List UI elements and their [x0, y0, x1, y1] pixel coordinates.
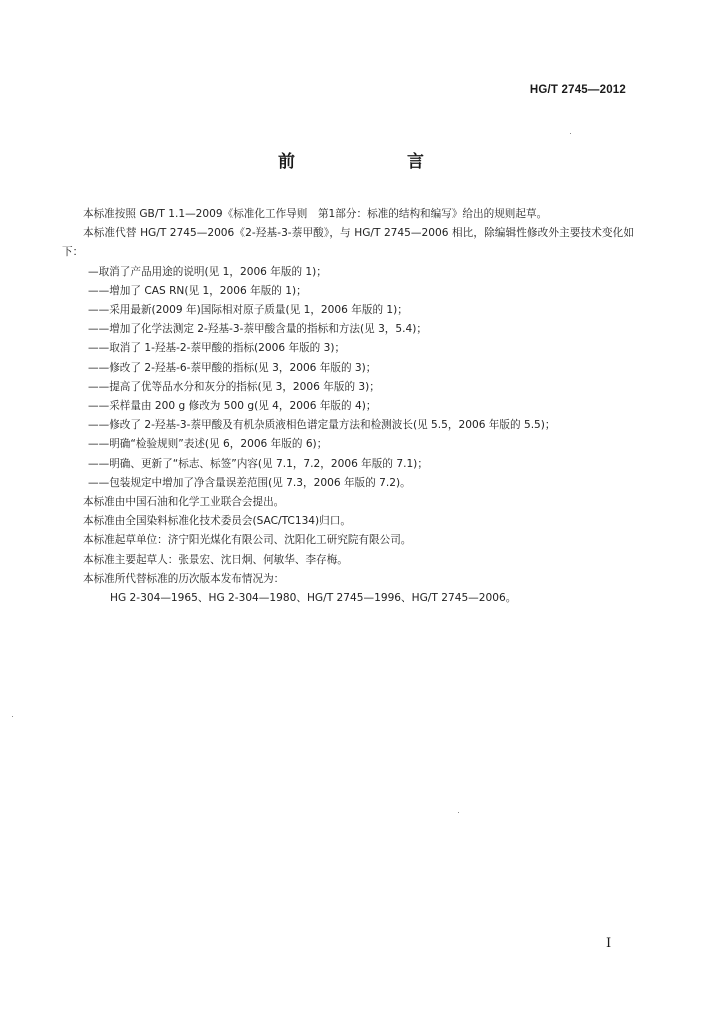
list-item: ——取消了 1-羟基-2-萘甲酸的指标(2006 年版的 3)；: [88, 342, 346, 355]
page-number: I: [606, 936, 612, 951]
scan-speck: [458, 812, 459, 813]
foreword-body: [62, 205, 634, 608]
replacement-paragraph: 本标准代替 HG/T 2745—2006《2-羟基-3-萘甲酸》，与 HG/T 2745—2006 相比，除编辑性修改外主要技术变化如下：: [62, 227, 634, 259]
list-item: ——修改了 2-羟基-3-萘甲酸及有机杂质液相色谱定量方法和检测波长(见 5.5，2006 年版的 5.5)；: [88, 419, 556, 432]
proposer-note: 本标准由中国石油和化学工业联合会提出。: [83, 496, 285, 509]
section-title: 前 言: [278, 152, 450, 172]
list-item: ——增加了 CAS RN(见 1，2006 年版的 1)；: [88, 284, 307, 297]
changes-list: [62, 263, 634, 493]
drafting-units-note: 本标准起草单位：济宁阳光煤化有限公司、沈阳化工研究院有限公司。: [83, 534, 412, 547]
list-item: ——包装规定中增加了净含量误差范围(见 7.3，2006 年版的 7.2)。: [88, 476, 411, 489]
version-history: HG 2-304—1965、HG 2-304—1980、HG/T 2745—1996、HG/T 2745—2006。: [110, 592, 517, 605]
list-item: ——提高了优等品水分和灰分的指标(见 3，2006 年版的 3)；: [88, 380, 380, 393]
list-item: ——采用最新(2009 年)国际相对原子质量(见 1，2006 年版的 1)；: [88, 304, 408, 317]
list-item: ——修改了 2-羟基-6-萘甲酸的指标(见 3，2006 年版的 3)；: [88, 361, 377, 374]
list-item: —取消了产品用途的说明(见 1，2006 年版的 1)；: [88, 265, 327, 278]
drafting-rule-paragraph: 本标准按照 GB/T 1.1—2009《标准化工作导则 第1部分：标准的结构和编写》给出的规则起草。: [83, 208, 548, 220]
scan-speck: [570, 133, 571, 134]
drafters-note: 本标准主要起草人：张景宏、沈日炯、何敏华、李存梅。: [83, 553, 348, 566]
list-item: ——明确、更新了“标志、标签”内容(见 7.1，7.2，2006 年版的 7.1)；: [88, 457, 428, 470]
committee-note: 本标准由全国染料标准化技术委员会(SAC/TC134)归口。: [83, 515, 351, 528]
history-intro-note: 本标准所代替标准的历次版本发布情况为：: [83, 572, 285, 585]
list-item: ——增加了化学法测定 2-羟基-3-萘甲酸含量的指标和方法(见 3，5.4)；: [88, 323, 427, 336]
list-item: ——采样量由 200 g 修改为 500 g(见 4，2006 年版的 4)；: [88, 400, 377, 413]
scan-speck: [12, 716, 13, 717]
standard-code: HG/T 2745—2012: [529, 84, 626, 96]
list-item: ——明确“检验规则”表述(见 6，2006 年版的 6)；: [88, 438, 328, 451]
